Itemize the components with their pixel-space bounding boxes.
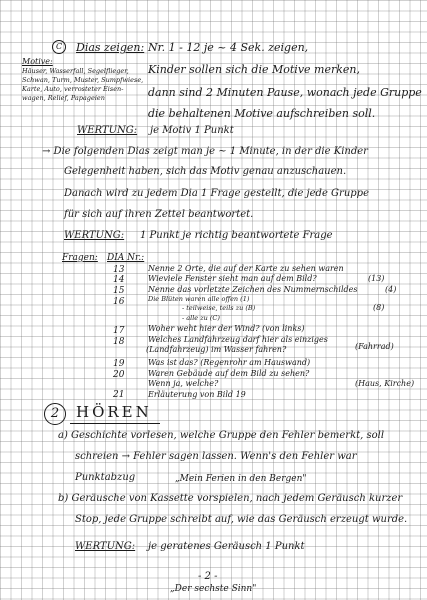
question-text: - alle zu (C): [182, 314, 220, 322]
footer-caption: „Der sechste Sinn": [170, 584, 257, 594]
motive-line-2: Schwan, Turm, Muster, Sumpfwiese,: [22, 76, 144, 84]
instruction-line-4: die behaltenen Motive aufschreiben soll.: [148, 107, 376, 120]
hoeren-wertung-label: WERTUNG:: [75, 541, 136, 552]
question-nr: 21: [113, 390, 125, 400]
section-c-marker: C: [52, 40, 66, 54]
motive-label: Motive:: [22, 57, 53, 66]
question-text: Nenne das vorletzte Zeichen des Nummernschildes: [148, 285, 358, 294]
dias-zeigen-heading: Dias zeigen:: [76, 41, 145, 54]
paragraph-line-1: → Die folgenden Dias zeigt man je ~ 1 Minute, in der die Kinder: [42, 146, 368, 157]
question-answer: (Fahrrad): [355, 342, 394, 351]
paragraph-line-4: für sich auf ihren Zettel beantwortet.: [64, 209, 254, 220]
question-text: - teilweise, teils zu (B): [182, 304, 256, 312]
question-nr: 15: [113, 286, 125, 296]
hoeren-wertung-text: je geratenes Geräusch 1 Punkt: [148, 541, 305, 552]
question-text: Erläuterung von Bild 19: [148, 390, 246, 399]
question-nr: 20: [113, 370, 125, 380]
heading-underline: [70, 423, 160, 424]
question-nr: 18: [113, 337, 125, 347]
paragraph-line-2: Gelegenheit haben, sich das Motiv genau anzuschauen.: [64, 166, 347, 177]
fragen-label: Fragen:: [62, 253, 98, 263]
wertung-2-text: 1 Punkt je richtig beantwortete Frage: [140, 230, 333, 241]
question-text: Wenn ja, welche?: [148, 379, 219, 388]
question-text: Wieviele Fenster sieht man auf dem Bild?: [148, 274, 317, 283]
hoeren-a-line-2: schreien → Fehler sagen lassen. Wenn's den Fehler war: [75, 451, 357, 462]
hoeren-b-line-1: b) Geräusche von Kassette vorspielen, nach jedem Geräusch kurzer: [58, 493, 403, 504]
wertung-1-text: je Motiv 1 Punkt: [150, 125, 234, 136]
hoeren-a-line-1: a) Geschichte vorlesen, welche Gruppe den Fehler bemerkt, soll: [58, 430, 385, 441]
instruction-line-3: dann sind 2 Minuten Pause, wonach jede Gruppe: [148, 86, 422, 99]
section-2-marker: 2: [44, 403, 66, 425]
question-nr: 16: [113, 297, 125, 307]
motive-line-1: Häuser, Wasserfall, Segelflieger,: [22, 67, 129, 75]
page-number: - 2 -: [198, 571, 218, 582]
question-answer: (4): [385, 285, 397, 294]
question-text: Welches Landfahrzeug darf hier als einziges: [148, 335, 328, 344]
question-nr: 14: [113, 275, 125, 285]
hoeren-heading: HÖREN: [76, 403, 152, 421]
question-answer: (8): [373, 303, 385, 312]
question-text: (Landfahrzeug) im Wasser fahren?: [146, 345, 287, 354]
motive-line-3: Karte, Auto, verrosteter Eisen-: [22, 85, 124, 93]
question-text: Was ist das? (Regenrohr am Hauswand): [148, 358, 311, 367]
question-nr: 17: [113, 326, 125, 336]
motive-line-4: wagen, Relief, Papageien: [22, 94, 105, 102]
question-text: Woher weht hier der Wind? (von links): [148, 324, 305, 333]
wertung-2-label: WERTUNG:: [64, 230, 125, 241]
instruction-line-1: Nr. 1 - 12 je ~ 4 Sek. zeigen,: [148, 41, 309, 54]
hoeren-a-line-3: Punktabzug: [75, 472, 136, 483]
hoeren-b-line-2: Stop, jede Gruppe schreibt auf, wie das Geräusch erzeugt wurde.: [75, 514, 408, 525]
question-answer: (Haus, Kirche): [355, 379, 415, 388]
wertung-1-label: WERTUNG:: [77, 125, 138, 136]
question-nr: 19: [113, 359, 125, 369]
question-text: Die Blüten waren alle offen (1): [148, 295, 250, 303]
paragraph-line-3: Danach wird zu jedem Dia 1 Frage gestellt, die jede Gruppe: [64, 188, 369, 199]
question-answer: (13): [368, 274, 385, 283]
question-text: Waren Gebäude auf dem Bild zu sehen?: [148, 369, 310, 378]
question-text: Nenne 2 Orte, die auf der Karte zu sehen waren: [148, 264, 344, 273]
dia-nr-label: DIA Nr.:: [107, 253, 145, 263]
instruction-line-2: Kinder sollen sich die Motive merken,: [148, 63, 360, 76]
question-nr: 13: [113, 265, 125, 275]
hoeren-a-quote: „Mein Ferien in den Bergen": [175, 474, 307, 484]
